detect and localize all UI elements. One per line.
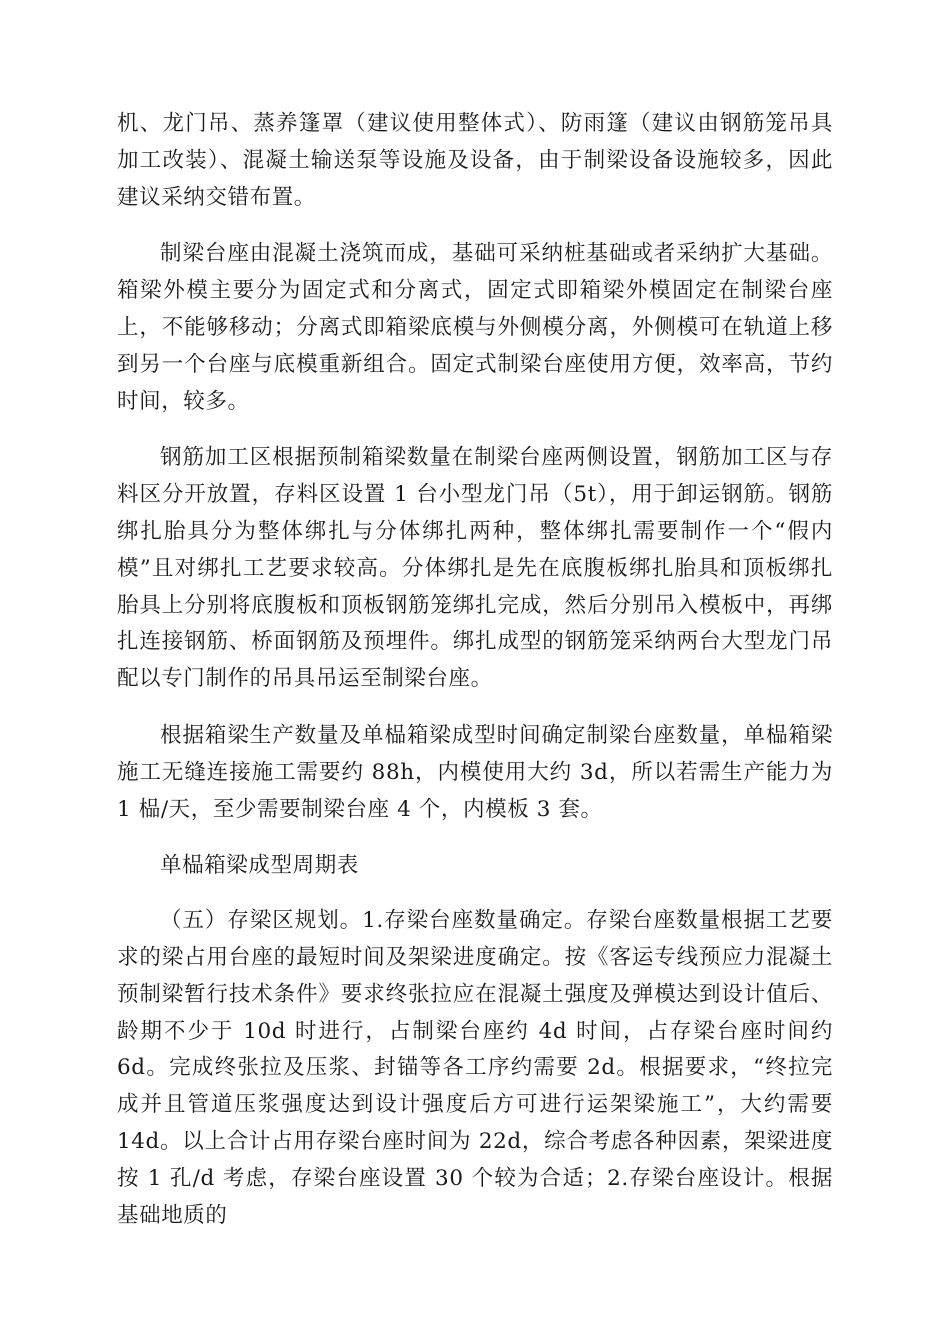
paragraph-storage-planning: （五）存梁区规划。1.存梁台座数量确定。存梁台座数量根据工艺要求的梁占用台座的最短时间及架梁进度确定。按《客运专线预应力混凝土预制梁暂行技术条件》要求终张拉应在混凝土强度及弹模达到设计值后、龄期不少于 10d 时进行，占制梁台座约 4d 时间，占存梁台座时间约 6d。完成终张拉及压浆、封锚等各工序约需要 2d。根据要求，“终拉完成并且管道压浆强度达到设计强度后方可进行运架梁施工”，大约需要 14d。以上合计占用存梁台座时间为 22d，综合考虑各种因素，架梁进度按 1 孔/d 考虑，存梁台座设置 30 个较为合适；2.存梁台座设计。根据基础地质的 [117,908,833,1228]
paragraph-rebar-processing: 钢筋加工区根据预制箱梁数量在制梁台座两侧设置，钢筋加工区与存料区分开放置，存料区设置 1 台小型龙门吊（5t），用于卸运钢筋。钢筋绑扎胎具分为整体绑扎与分体绑扎两种，整体绑扎需要制作一个“假内模”且对绑扎工艺要求较高。分体绑扎是先在底腹板绑扎胎具和顶板绑扎胎具上分别将底腹板和顶板钢筋笼绑扎完成，然后分别吊入模板中，再绑扎连接钢筋、桥面钢筋及预埋件。绑扎成型的钢筋笼采纳两台大型龙门吊配以专门制作的吊具吊运至制梁台座。 [117,445,833,692]
paragraph-pedestal-quantity: 根据箱梁生产数量及单榀箱梁成型时间确定制梁台座数量，单榀箱梁施工无缝连接施工需要约 88h，内模使用大约 3d，所以若需生产能力为 1 榀/天，至少需要制梁台座 4 个，内模板 3 套。 [117,722,833,822]
table-caption: 单榀箱梁成型周期表 [160,853,359,879]
paragraph-equipment-layout: 机、龙门吊、蒸养篷罩（建议使用整体式）、防雨篷（建议由钢筋笼吊具加工改装）、混凝土输送泵等设施及设备，由于制梁设备设施较多，因此建议采纳交错布置。 [117,111,833,210]
paragraph-beam-pedestal: 制梁台座由混凝土浇筑而成，基础可采纳桩基础或者采纳扩大基础。箱梁外模主要分为固定式和分离式，固定式即箱梁外模固定在制梁台座上，不能够移动；分离式即箱梁底模与外侧模分离，外侧模可在轨道上移到另一个台座与底模重新组合。固定式制梁台座使用方便，效率高，节约时间，较多。 [117,241,833,414]
document-body [117,106,833,1254]
